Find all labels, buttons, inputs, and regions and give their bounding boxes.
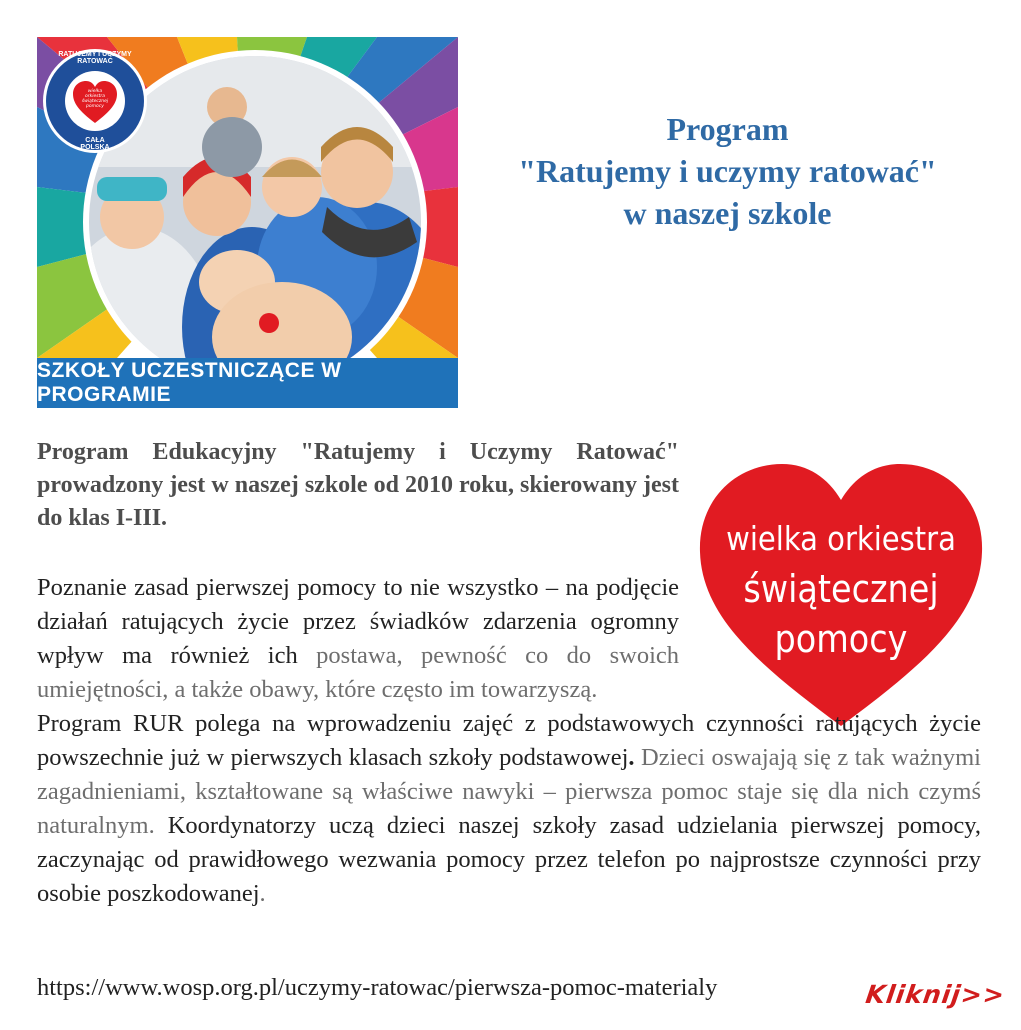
heart-line-1: wielka orkiestra	[726, 519, 956, 558]
kliknij-button[interactable]: Kliknij>>	[863, 980, 1008, 1009]
title-line-1: Program	[666, 111, 789, 147]
body-text-5-end: .	[259, 880, 266, 907]
heart-line-3: pomocy	[774, 617, 908, 661]
page-title	[470, 108, 985, 234]
body-wrap-block	[37, 571, 679, 707]
body-text-3-end: .	[628, 744, 635, 771]
title-line-3: w naszej szkole	[623, 195, 832, 231]
badge-center-text: wielka orkiestra świątecznej pomocy	[81, 89, 109, 109]
heart-line-2: świątecznej	[743, 567, 939, 611]
wosp-materials-link[interactable]: https://www.wosp.org.pl/uczymy-ratowac/pierwsza-pomoc-materialy	[37, 974, 718, 1001]
program-banner-image	[37, 37, 458, 408]
body-text-1: Poznanie zasad pierwszej pomocy to nie wszystko – na podjęcie działań ratujących życie przez świadków zdarzenia ogromny wpływ ma również ich	[37, 574, 679, 669]
badge-bottom-text: CAŁA POLSKA	[80, 137, 110, 151]
body-paragraph	[37, 571, 981, 911]
banner-caption: SZKOŁY UCZESTNICZĄCE W PROGRAMIE	[37, 358, 458, 408]
intro-paragraph: Program Edukacyjny "Ratujemy i Uczymy Ratować" prowadzony jest w naszej szkole od 2010 roku, skierowany jest do klas I-III.	[37, 439, 679, 531]
body-text-3: Program RUR polega na wprowadzeniu zajęć z podstawowych czynności ratujących życie powszechnie już w pierwszych klasach szkoły podstawowej	[37, 710, 981, 771]
body-text-5: Koordynatorzy uczą dzieci naszej szkoły zasad udzielania pierwszej pomocy, zaczynając od prawidłowego wezwania pomocy przez telefon po najprostsze czynności przy osobie poszkodowanej	[37, 812, 981, 907]
title-line-2: "Ratujemy i uczymy ratować"	[518, 153, 937, 189]
badge-top-text: RATUJEMY I UCZYMY RATOWAĆ	[58, 51, 132, 65]
body-text-4: Dzieci oswajają się z tak ważnymi zagadnieniami, kształtowane są właściwe nawyki – pierwsza pomoc staje się dla nich czymś naturalnym.	[37, 744, 981, 839]
body-text-2: postawa, pewność co do swoich umiejętności, a także obawy, które często im towarzyszą.	[37, 642, 680, 703]
